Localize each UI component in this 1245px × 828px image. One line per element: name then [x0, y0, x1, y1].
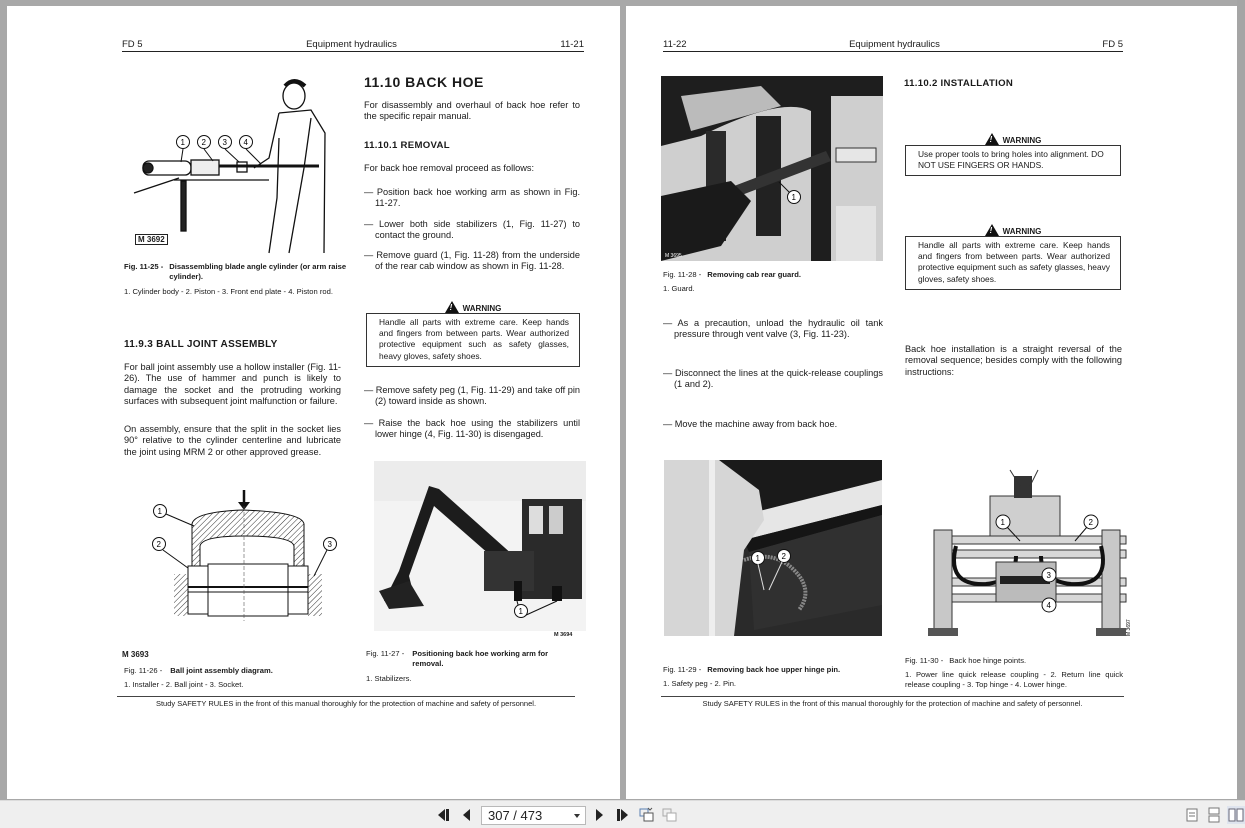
page-number-dropdown[interactable]	[481, 806, 586, 825]
figure-caption: Fig. 11-27 - Positioning back hoe working arm for removal.	[366, 649, 549, 668]
figure-legend: 1. Power line quick release coupling - 2. Return line quick release coupling - 3. Top hinge - 4. Lower hinge.	[905, 670, 1123, 689]
next-view-icon	[662, 807, 678, 823]
procedure-step: — Remove guard (1, Fig. 11-28) from the underside of the rear cab window as shown in Fig. 11-28.	[364, 250, 580, 272]
two-page-icon	[1228, 808, 1244, 822]
two-page-view-button[interactable]	[1227, 806, 1245, 824]
header-center: Equipment hydraulics	[849, 39, 940, 50]
svg-text:4: 4	[1046, 601, 1051, 610]
single-page-icon	[1186, 808, 1198, 822]
paragraph: For ball joint assembly use a hollow installer (Fig. 11-26). The use of hammer and punch is likely to damage the socket and the protruding working surfaces with subsequent joint malfunction or failure.	[124, 362, 341, 407]
warning-icon	[985, 224, 999, 236]
figure-11-30-photo	[926, 466, 1136, 646]
header-right: 11-21	[560, 39, 584, 50]
last-page-button[interactable]	[613, 807, 629, 823]
last-page-icon	[614, 809, 628, 821]
figure-legend: 1. Guard.	[663, 284, 695, 293]
svg-text:2: 2	[1088, 518, 1093, 527]
svg-text:2: 2	[156, 540, 161, 549]
navigation-toolbar	[0, 800, 1245, 828]
page-11-21	[7, 6, 620, 799]
figure-caption: Fig. 11-29 - Removing back hoe upper hinge pin.	[663, 665, 841, 674]
page-footer: Study SAFETY RULES in the front of this manual thoroughly for the protection of machine and safety of personnel.	[702, 699, 1083, 708]
figure-caption: Fig. 11-26 - Ball joint assembly diagram.	[124, 666, 273, 675]
warning-icon	[445, 301, 459, 313]
previous-view-icon	[639, 807, 655, 823]
warning-text: Use proper tools to bring holes into alignment. DO NOT USE FINGERS OR HANDS.	[905, 146, 1121, 176]
footer-divider	[117, 696, 575, 697]
procedure-step: — Position back hoe working arm as shown in Fig. 11-27.	[364, 187, 580, 209]
figure-legend: 1. Installer - 2. Ball joint - 3. Socket.	[124, 680, 244, 689]
figure-legend: 1. Stabilizers.	[366, 674, 412, 683]
warning-box: !WARNING Handle all parts with extreme care. Keep hands and fingers from between parts. Wear authorized protective equipment such as safety glasses, heavy gloves, safety shoes.	[905, 224, 1121, 290]
continuous-view-button[interactable]	[1205, 806, 1223, 824]
first-page-button[interactable]	[437, 807, 453, 823]
paragraph: On assembly, ensure that the split in the socket lies 90° relative to the cylinder centerline and lubricate the joint using MRM 2 or other approved grease.	[124, 424, 341, 457]
page-11-22	[626, 6, 1237, 799]
figure-mark: M 3692	[135, 234, 168, 245]
figure-caption: Fig. 11-25 - Disassembling blade angle cylinder (or arm raise cylinder).	[124, 262, 347, 281]
svg-text:1: 1	[755, 554, 760, 563]
procedure-step: — Raise the back hoe using the stabilizers until lower hinge (4, Fig. 11-30) is disengaged.	[364, 418, 580, 440]
warning-box: !WARNING Handle all parts with extreme care. Keep hands and fingers from between parts. Wear authorized protective equipment such as safety glasses, heavy gloves, safety shoes.	[366, 301, 580, 367]
figure-11-27-photo	[374, 461, 586, 631]
prev-page-icon	[463, 809, 471, 821]
chevron-down-icon	[574, 814, 580, 818]
page-header	[122, 40, 584, 52]
section-heading: 11.10.2 INSTALLATION	[904, 78, 1014, 89]
continuous-page-icon	[1208, 807, 1220, 823]
next-page-button[interactable]	[591, 807, 607, 823]
figure-11-25-illustration	[129, 78, 354, 256]
figure-caption: Fig. 11-30 - Back hoe hinge points.	[905, 656, 1027, 665]
header-right: FD 5	[1102, 39, 1123, 50]
prev-page-button[interactable]	[459, 807, 475, 823]
paragraph: Back hoe installation is a straight reversal of the removal sequence; besides comply with the following instructions:	[905, 344, 1122, 377]
svg-text:M 3695: M 3695	[665, 253, 682, 259]
svg-text:1: 1	[791, 193, 796, 202]
procedure-step: — As a precaution, unload the hydraulic oil tank pressure through vent valve (3, Fig. 11-23).	[663, 318, 883, 340]
vertical-scrollbar[interactable]	[1237, 0, 1245, 800]
warning-text: Handle all parts with extreme care. Keep hands and fingers from between parts. Wear authorized protective equipment such as safety glasses, heavy gloves, safety shoes.	[905, 237, 1121, 290]
figure-mark: M 3694	[554, 632, 573, 638]
figure-caption: Fig. 11-28 - Removing cab rear guard.	[663, 270, 801, 279]
svg-text:1: 1	[1000, 518, 1005, 527]
procedure-step: — Lower both side stabilizers (1, Fig. 11-27) to contact the ground.	[364, 219, 580, 241]
header-center: Equipment hydraulics	[306, 39, 397, 50]
paragraph: For back hoe removal proceed as follows:	[364, 163, 535, 173]
svg-text:3: 3	[327, 540, 332, 549]
svg-text:4: 4	[243, 138, 248, 147]
page-header	[663, 40, 1123, 52]
warning-box: !WARNING Use proper tools to bring holes into alignment. DO NOT USE FINGERS OR HANDS.	[905, 133, 1121, 176]
first-page-icon	[438, 809, 452, 821]
svg-text:1: 1	[180, 138, 185, 147]
figure-11-28-photo	[661, 76, 883, 261]
page-forward-button[interactable]	[662, 807, 678, 823]
section-heading: 11.9.3 BALL JOINT ASSEMBLY	[124, 339, 278, 350]
procedure-step: — Remove safety peg (1, Fig. 11-29) and take off pin (2) toward inside as shown.	[364, 385, 580, 407]
single-page-view-button[interactable]	[1183, 806, 1201, 824]
procedure-step: — Move the machine away from back hoe.	[663, 419, 838, 429]
chapter-heading: 11.10 BACK HOE	[364, 74, 484, 90]
svg-text:M 3697: M 3697	[1126, 619, 1132, 636]
page-indicator: 307 / 473	[488, 808, 543, 823]
svg-text:2: 2	[201, 138, 206, 147]
header-left: 11-22	[663, 39, 687, 50]
procedure-step: — Disconnect the lines at the quick-release couplings (1 and 2).	[663, 368, 883, 390]
svg-text:1: 1	[157, 507, 162, 516]
paragraph: For disassembly and overhaul of back hoe refer to the specific repair manual.	[364, 100, 580, 122]
svg-text:3: 3	[222, 138, 227, 147]
figure-11-26-diagram	[132, 486, 357, 636]
svg-text:1: 1	[518, 607, 523, 616]
svg-text:3: 3	[1046, 571, 1051, 580]
footer-divider	[661, 696, 1124, 697]
figure-11-29-photo	[664, 460, 882, 636]
figure-legend: 1. Safety peg - 2. Pin.	[663, 679, 737, 688]
section-heading: 11.10.1 REMOVAL	[364, 140, 450, 151]
page-back-button[interactable]	[639, 807, 655, 823]
next-page-icon	[595, 809, 603, 821]
warning-text: Handle all parts with extreme care. Keep hands and fingers from between parts. Wear authorized protective equipment such as safety glasses, heavy gloves, safety shoes.	[366, 314, 580, 367]
page-footer: Study SAFETY RULES in the front of this manual thoroughly for the protection of machine and safety of personnel.	[155, 699, 537, 708]
warning-icon	[985, 133, 999, 145]
figure-legend: 1. Cylinder body - 2. Piston - 3. Front end plate - 4. Piston rod.	[124, 287, 333, 296]
header-left: FD 5	[122, 39, 143, 50]
figure-mark: M 3693	[122, 650, 149, 659]
svg-text:2: 2	[781, 552, 786, 561]
